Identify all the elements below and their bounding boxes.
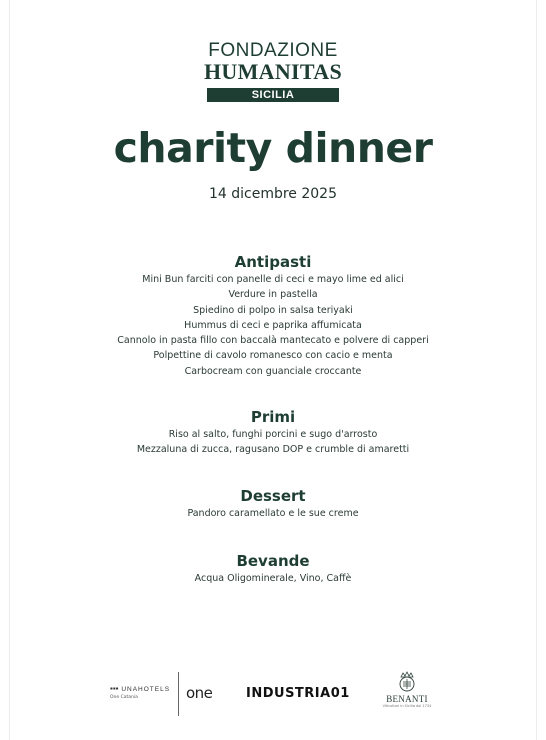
dish-item: Riso al salto, funghi porcini e sugo d'arrosto [168,429,378,440]
industria01-logo: INDUSTRIA01 [246,686,350,701]
page-title: charity dinner [113,124,433,172]
dish-list [10,571,536,586]
event-date: 14 dicembre 2025 [208,186,338,202]
section-heading: Primi [250,408,296,426]
section-heading: Antipasti [234,253,312,271]
section-dessert [10,486,536,521]
dish-item: Mezzaluna di zucca, ragusano DOP e crumble di amaretti [136,444,410,456]
section-primi [10,407,536,458]
logo-line-humanitas: HUMANITAS [204,59,342,84]
section-bevande [10,551,536,586]
dish-item: Carbocream con guanciale croccante [184,365,362,377]
sponsor-footer [10,668,536,718]
dish-item: Polpettine di cavolo romanesco con cacio e menta [153,350,393,362]
unahotels-name: UNAHOTELS [121,686,171,693]
dish-item: Spiedino di polpo in salsa teriyaki [193,304,353,316]
benanti-name: BENANTI [386,694,428,704]
menu-page [10,0,536,740]
dish-item: Hummus di ceci e paprika affumicata [184,319,362,331]
logo-divider [178,672,179,716]
unahotels-subtitle: One Catania [110,695,138,700]
benanti-crest-icon [395,671,419,693]
dish-list [10,272,536,379]
unahotels-logo [110,684,176,700]
dish-item: Cannolo in pasta fillo con baccalà mantecato e polvere di capperi [117,335,429,347]
dish-list [10,427,536,458]
one-logo: one [186,684,213,702]
dish-item: Pandoro caramellato e le sue creme [187,508,359,519]
logo-line-fondazione: FONDAZIONE [208,40,338,61]
fondazione-humanitas-logo [10,41,536,102]
benanti-logo [382,671,432,708]
logo-band-sicilia: SICILIA [207,88,339,102]
unahotels-dots-icon: ▪▪▪ [110,684,119,693]
section-heading: Dessert [240,487,306,505]
benanti-subtitle: Viticoltori in Sicilia dal 1734 [382,704,432,708]
dish-item: Acqua Oligominerale, Vino, Caffè [194,573,352,584]
section-heading: Bevande [236,552,310,570]
dish-item: Mini Bun farciti con panelle di ceci e mayo lime ed alici [142,274,404,285]
section-antipasti [10,252,536,379]
dish-list [10,506,536,521]
dish-item: Verdure in pastella [228,289,318,301]
